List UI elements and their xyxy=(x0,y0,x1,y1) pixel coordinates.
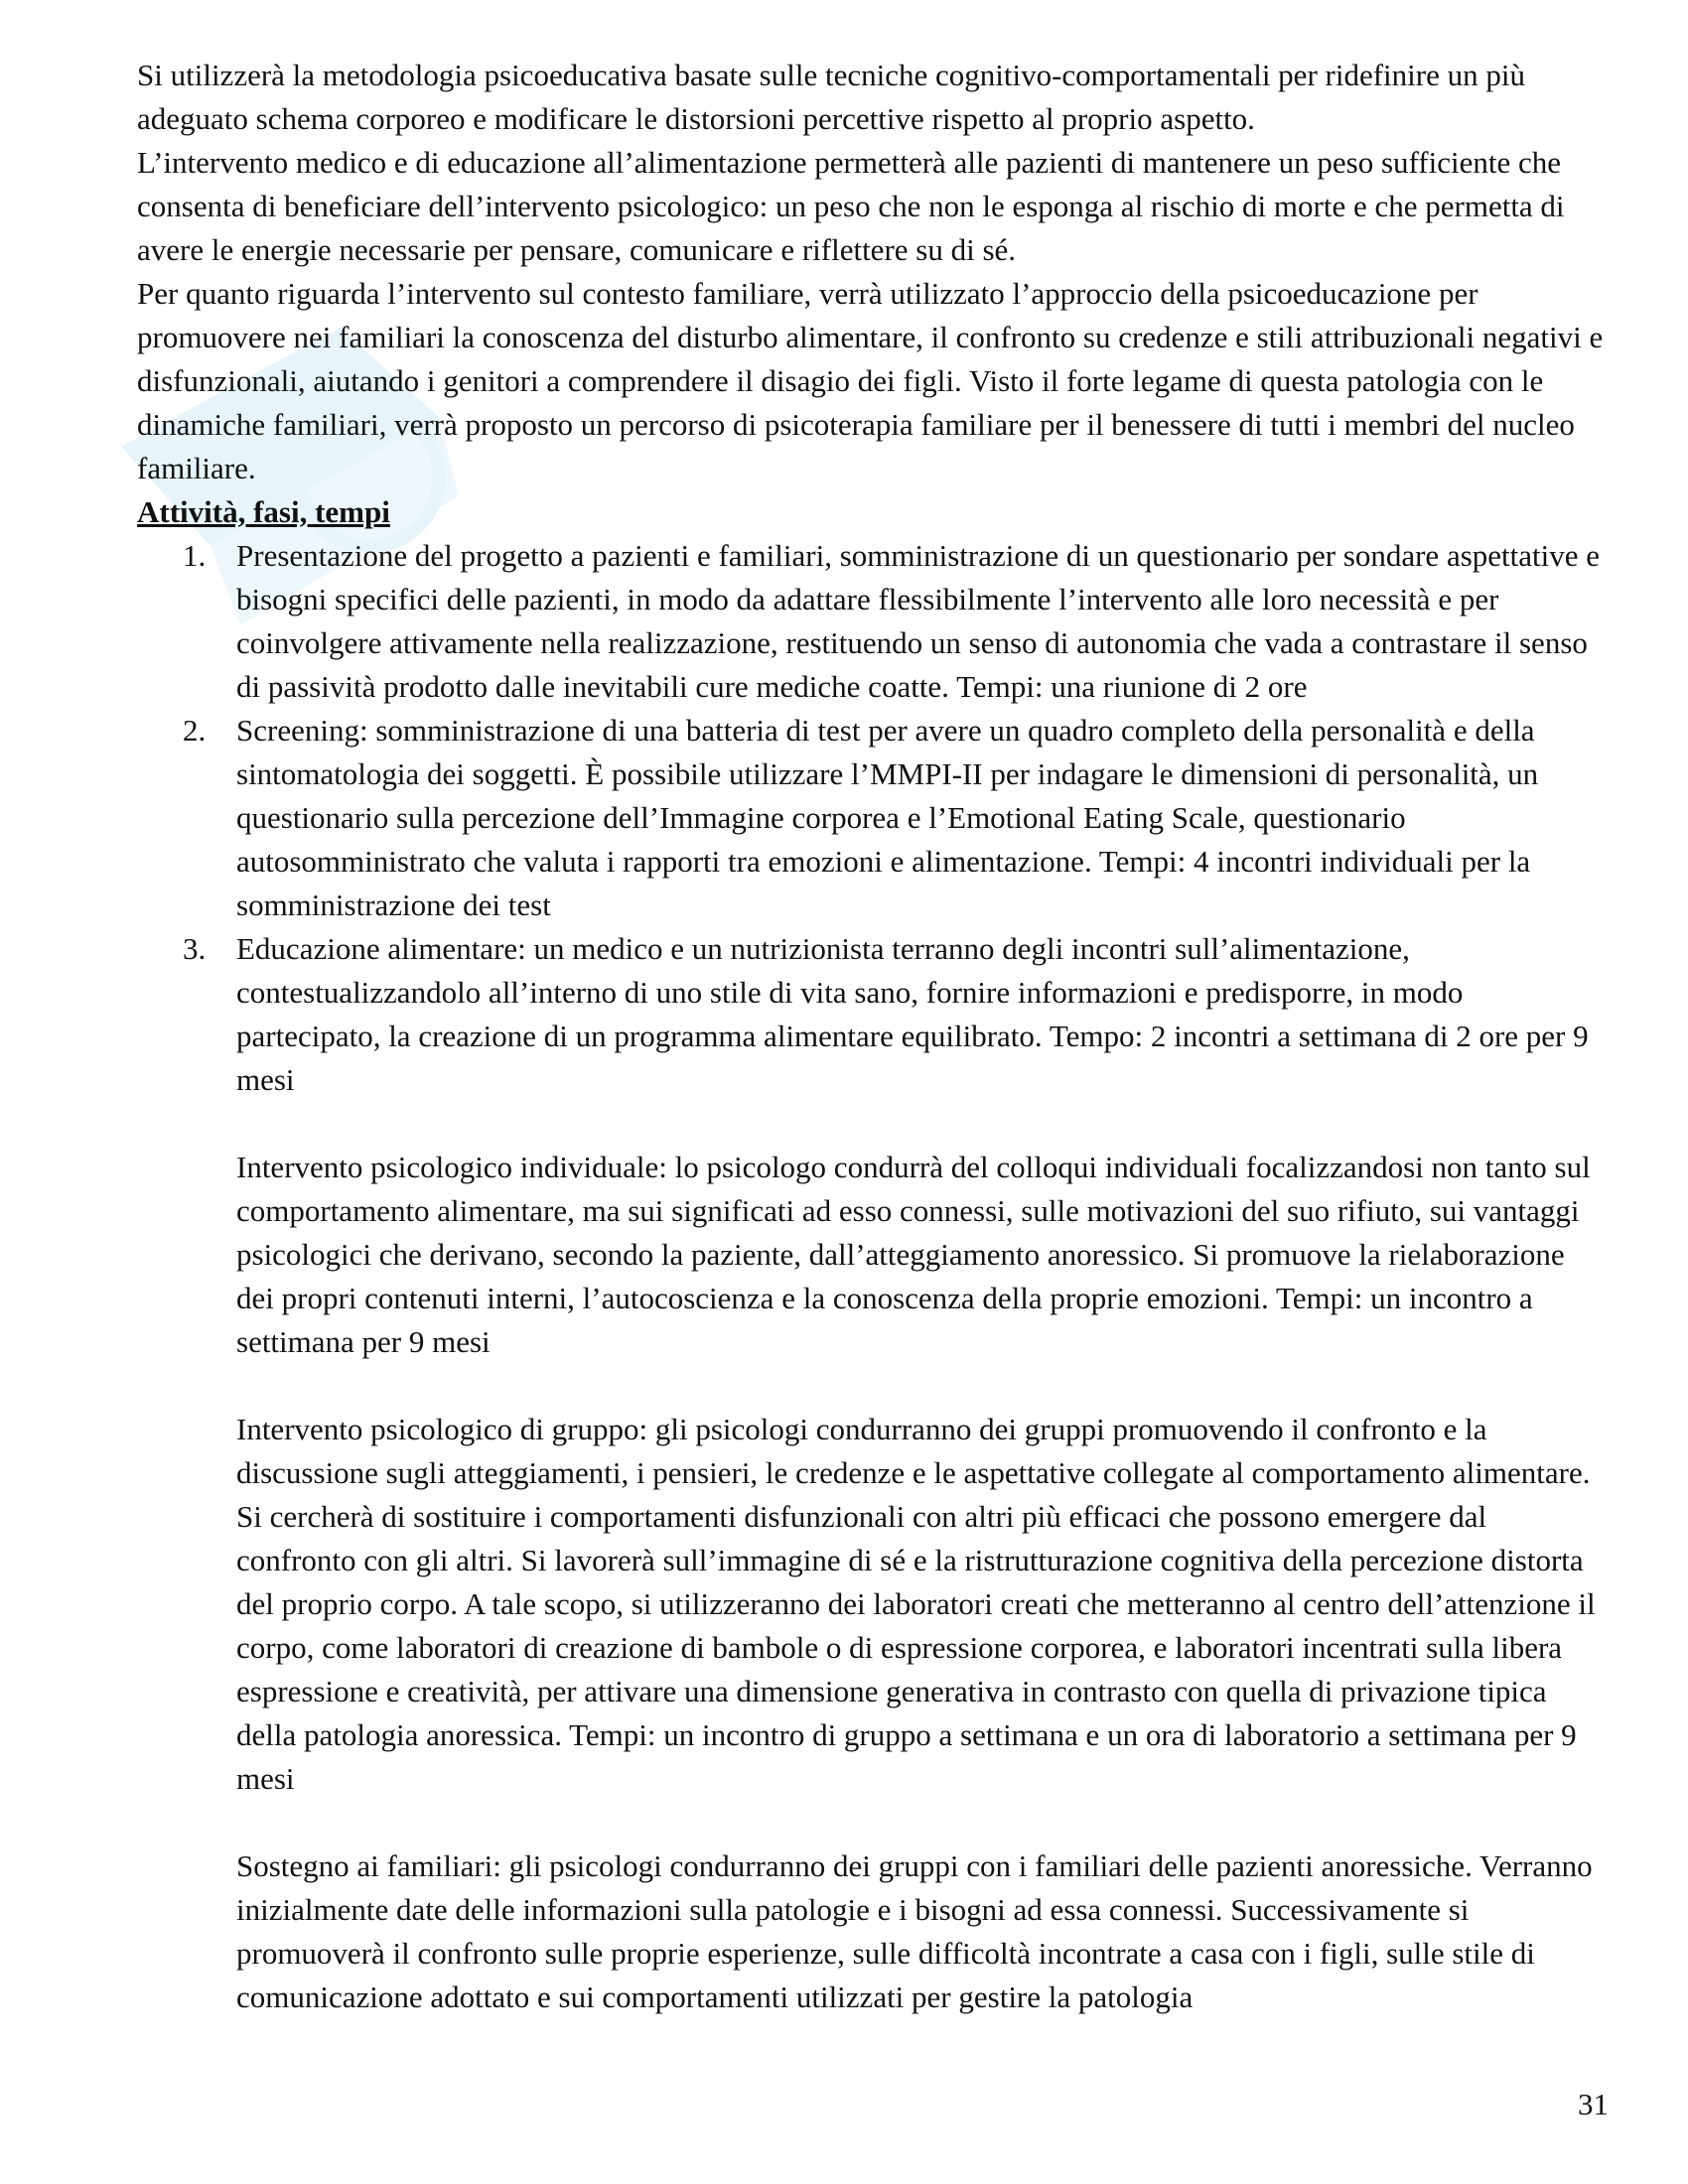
activities-list xyxy=(137,534,1607,1102)
paragraph-individual-intervention: Intervento psicologico individuale: lo psicologo condurrà del colloqui individuali focalizzandosi non tanto sul comportamento alimentare, ma sui significati ad esso connessi, sulle motivazioni del suo rifiuto, sui vantaggi psicologici che derivano, secondo la paziente, dall’atteggiamento anoressico. Si promuove la rielaborazione dei propri contenuti interni, l’autocoscienza e la conoscenza della proprie emozioni. Tempi: un incontro a settimana per 9 mesi xyxy=(236,1150,1591,1359)
list-item-number: 1. xyxy=(183,538,207,573)
list-item-number: 3. xyxy=(183,931,207,966)
spacer xyxy=(137,1801,1607,1844)
section-heading: Attività, fasi, tempi xyxy=(137,494,390,529)
paragraph-family-support: Sostegno ai familiari: gli psicologi condurranno dei gruppi con i familiari delle pazienti anoressiche. Verranno inizialmente date delle informazioni sulla patologie e i bisogni ad essa connessi. Successivamente si promuoverà il confronto sulle proprie esperienze, sulle difficoltà incontrate a casa con i figli, sulle stile di comunicazione adottato e sui comportamenti utilizzati per gestire la patologia xyxy=(236,1848,1593,2014)
list-item xyxy=(183,534,1607,709)
paragraph-medical-intervention: L’intervento medico e di educazione all’alimentazione permetterà alle pazienti di mantenere un peso sufficiente che consenta di beneficiare dell’intervento psicologico: un peso che non le esponga al rischio di morte e che permetta di avere le energie necessarie per pensare, comunicare e riflettere su di sé. xyxy=(137,145,1565,267)
list-item-text: Educazione alimentare: un medico e un nutrizionista terranno degli incontri sull’alimentazione, contestualizzandolo all’interno di uno stile di vita sano, fornire informazioni e predisporre, in modo partecipato, la creazione di un programma alimentare equilibrato. Tempo: 2 incontri a settimana di 2 ore per 9 mesi xyxy=(236,931,1589,1097)
list-item xyxy=(183,927,1607,1102)
list-item-number: 2. xyxy=(183,713,207,748)
paragraph-family-context: Per quanto riguarda l’intervento sul contesto familiare, verrà utilizzato l’approccio della psicoeducazione per promuovere nei familiari la conoscenza del disturbo alimentare, il confronto su credenze e stili attribuzionali negativi e disfunzionali, aiutando i genitori a comprendere il disagio dei figli. Visto il forte legame di questa patologia con le dinamiche familiari, verrà proposto un percorso di psicoterapia familiare per il benessere di tutti i membri del nucleo familiare. xyxy=(137,276,1604,485)
list-item xyxy=(183,709,1607,927)
list-item-text: Presentazione del progetto a pazienti e familiari, somministrazione di un questionario per sondare aspettative e bisogni specifici delle pazienti, in modo da adattare flessibilmente l’intervento alle loro necessità e per coinvolgere attivamente nella realizzazione, restituendo un senso di autonomia che vada a contrastare il senso di passività prodotto dalle inevitabili cure mediche coatte. Tempi: una riunione di 2 ore xyxy=(236,538,1601,704)
paragraph-methodology: Si utilizzerà la metodologia psicoeducativa basate sulle tecniche cognitivo-comportamentali per ridefinire un più adeguato schema corporeo e modificare le distorsioni percettive rispetto al proprio aspetto. xyxy=(137,58,1525,136)
spacer xyxy=(137,1364,1607,1408)
spacer xyxy=(137,1102,1607,1146)
page-number: 31 xyxy=(1578,2087,1609,2121)
list-item-text: Screening: somministrazione di una batteria di test per avere un quadro completo della personalità e della sintomatologia dei soggetti. È possibile utilizzare l’MMPI-II per indagare le dimensioni di personalità, un questionario sulla percezione dell’Immagine corporea e l’Emotional Eating Scale, questionario autosomministrato che valuta i rapporti tra emozioni e alimentazione. Tempi: 4 incontri individuali per la somministrazione dei test xyxy=(236,713,1539,922)
document-page xyxy=(137,54,1607,2019)
paragraph-group-intervention: Intervento psicologico di gruppo: gli psicologi condurranno dei gruppi promuovendo il confronto e la discussione sugli atteggiamenti, i pensieri, le credenze e le aspettative collegate al comportamento alimentare. Si cercherà di sostituire i comportamenti disfunzionali con altri più efficaci che possono emergere dal confronto con gli altri. Si lavorerà sull’immagine di sé e la ristrutturazione cognitiva della percezione distorta del proprio corpo. A tale scopo, si utilizzeranno dei laboratori creati che metteranno al centro dell’attenzione il corpo, come laboratori di creazione di bambole o di espressione corporea, e laboratori incentrati sulla libera espressione e creatività, per attivare una dimensione generativa in contrasto con quella di privazione tipica della patologia anoressica. Tempi: un incontro di gruppo a settimana e un ora di laboratorio a settimana per 9 mesi xyxy=(236,1412,1596,1796)
